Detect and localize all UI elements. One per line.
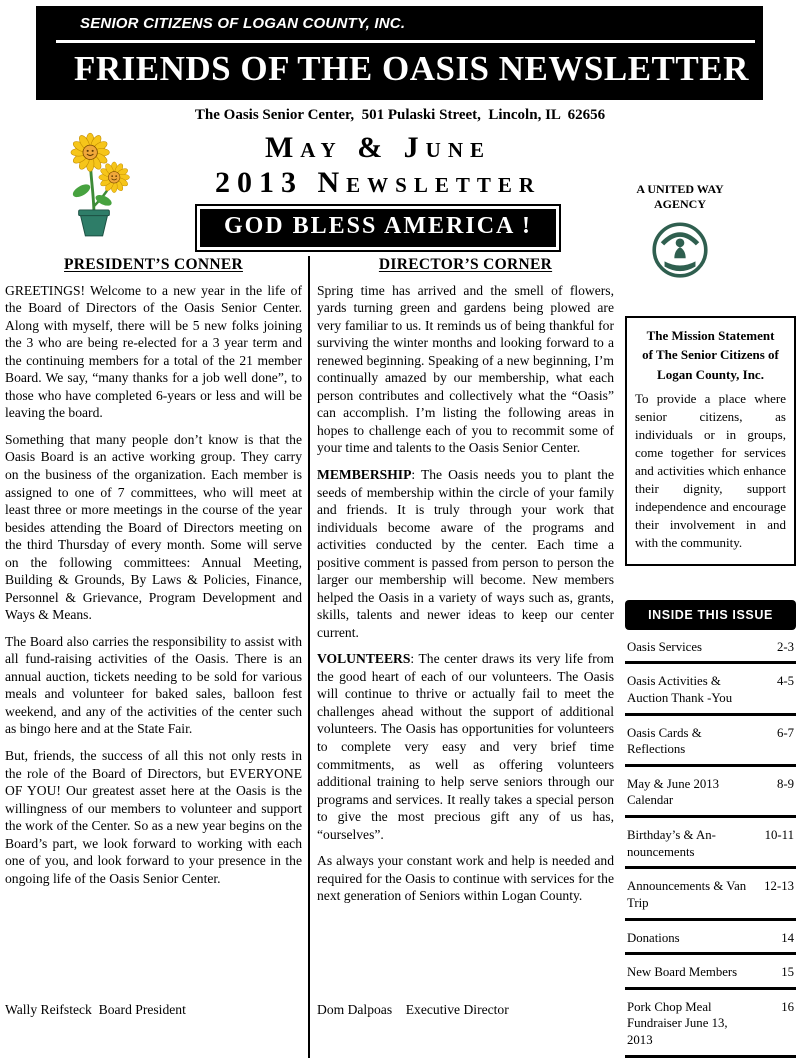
- column-divider: [308, 256, 310, 1058]
- paragraph: GREETINGS! Welcome to a new year in the life of the Board of Directors of the Oasis Senior Center. Along with myself, there will be 5 new folks joining the 3 who are being re-elected for a 3 year term and the continuing members for a total of the 21 member Board. We say, “many thanks for a job well done”, to those who have completed 6-years or less and will be leaving the board.: [5, 282, 302, 421]
- toc-item-pages: 2-3: [776, 639, 794, 654]
- inside-this-issue-header: INSIDE THIS ISSUE: [625, 600, 796, 630]
- united-way-label-line1: A UNITED WAY: [636, 181, 724, 196]
- toc-item-pages: 10-11: [764, 828, 794, 842]
- toc-row: [625, 630, 796, 665]
- paragraph: Spring time has arrived and the smell of flowers, yards turning green and gardens being plowed are very familiar to us. It reminds us of being thankful for surviving the winter months and looking forward to a renewed beginning. Speaking of a new beginning, I’m continually amazed by our membership, what each person contributes and collectively what the “Oasis” can accomplish. I’m listing the following areas in hopes to challenge each of you to recommit some of your time and talents to the Oasis Senior Center.: [317, 282, 614, 456]
- masthead: [36, 6, 763, 100]
- toc-item-label: Announcements & Van Trip: [627, 879, 747, 910]
- director-column: [316, 252, 615, 1058]
- toc-row: [625, 818, 796, 869]
- paragraph: MEMBERSHIP: The Oasis needs you to plant the seeds of membership within the circle of your family and friends. It is truly through your work that individuals become aware of the programs and activities conducted by the center. Each time a positive comment is passed from person to person the larger our membership will become. New members helped the Oasis in a variety of ways such as, grants, skills, talents and newer ideas to keep our center current.: [317, 467, 614, 640]
- inside-this-issue: [625, 600, 796, 1058]
- paragraph: The Board also carries the responsibility to assist with all fund-raising activities of the Oasis. There is an annual auction, tickets needing to be sold for various meals and volunteer for baked sales, balloon fest weekend, and any of the activities of the center such as bingo here and at the State Fair.: [5, 633, 302, 737]
- toc-row: [625, 716, 796, 767]
- united-way-label-line2: AGENCY: [653, 197, 706, 212]
- paragraph: Something that many people don’t know is that the Oasis Board is an active working group. They carry on the business of the organization. Each member is assigned to one of 7 committees, who will meet at least three or more meetings in the course of the year besides attending the Board of Directors meeting on the third Thursday of every month. Some will serve on the following committees: Annual Meeting, Building & Grounds, By Laws & Policies, Finance, Personnel & Grievance, Program Development and Ways & Means.: [5, 431, 302, 623]
- god-bless-text: GOD BLESS AMERICA !: [223, 213, 533, 240]
- toc-row: [625, 990, 796, 1058]
- toc-row: [625, 921, 796, 956]
- toc-item-label: Birthday’s & An-nouncements: [627, 828, 716, 859]
- president-heading: PRESIDENT’S CONNER: [64, 255, 243, 273]
- mission-title-line: of The Senior Citizens of: [642, 347, 779, 363]
- org-name: SENIOR CITIZENS OF LOGAN COUNTY, INC.: [80, 15, 406, 32]
- director-heading: DIRECTOR’S CORNER: [378, 255, 553, 273]
- toc-item-label: Oasis Services: [627, 639, 702, 654]
- content-columns: [5, 252, 796, 1058]
- mission-title: [635, 326, 786, 385]
- inside-this-issue-rows: [625, 630, 796, 1058]
- president-body: [5, 282, 302, 897]
- toc-item-label: Pork Chop Meal Fundraiser June 13, 2013: [627, 999, 728, 1047]
- sunflower-image: [46, 126, 142, 247]
- toc-item-pages: 12-13: [764, 879, 794, 894]
- toc-row: [625, 955, 796, 990]
- toc-item-label: Oasis Activities & Auction Thank -You: [627, 674, 733, 705]
- toc-item-label: New Board Members: [627, 965, 738, 980]
- god-bless-banner: [197, 206, 559, 250]
- toc-row: [625, 664, 796, 715]
- toc-item-label: Oasis Cards & Reflections: [627, 725, 702, 757]
- director-body: [317, 282, 614, 914]
- issue-band: [0, 126, 800, 248]
- toc-row: [625, 869, 796, 920]
- mission-body: To provide a place where senior citizens, as individuals or in groups, come together for services and activities which enhance their dignity, support independence and encourage their involvement in and with the community.: [635, 391, 786, 550]
- toc-item-pages: 6-7: [776, 725, 794, 740]
- mission-statement-box: [625, 316, 796, 566]
- paragraph: But, friends, the success of all this not only rests in the role of the Board of Directors, but EVERYONE OF YOU! Our greatest asset here at the Oasis is the willingness of our members to volunteer and support the work of the Center. So as a new year begins on the Board’s part, we look forward to working with each one of you, and look forward to your presence in the ongoing life of the Oasis Senior Center.: [5, 747, 302, 886]
- paragraph: As always your constant work and help is needed and required for the Oasis to continue with services for the next generation of Seniors within Logan County.: [317, 853, 614, 904]
- right-sidebar: [615, 252, 796, 1058]
- president-column: [5, 252, 302, 1058]
- president-signature: Wally Reifsteck Board President: [5, 1001, 186, 1017]
- address-line: The Oasis Senior Center, 501 Pulaski Street, Lincoln, IL 62656: [194, 106, 606, 123]
- united-way-block: [610, 182, 750, 287]
- toc-item-pages: 8-9: [776, 776, 794, 791]
- toc-item-label: Donations: [627, 930, 680, 945]
- toc-item-pages: 14: [781, 930, 794, 945]
- toc-item-label: May & June 2013 Calendar: [627, 776, 720, 808]
- newsletter-title: FRIENDS OF THE OASIS NEWSLETTER: [74, 49, 749, 88]
- mission-title-line: Logan County, Inc.: [657, 366, 764, 382]
- united-way-logo-icon: [647, 271, 713, 285]
- issue-year-line: 2013 Newsletter: [214, 166, 542, 200]
- toc-item-pages: 15: [781, 965, 794, 980]
- toc-item-pages: 16: [781, 999, 794, 1014]
- issue-title-block: [168, 130, 588, 251]
- toc-row: [625, 767, 796, 818]
- director-signature: Dom Dalpoas Executive Director: [317, 1001, 509, 1017]
- issue-month-line: May & June: [264, 130, 492, 164]
- mission-title-line: The Mission Statement: [646, 327, 775, 343]
- toc-item-pages: 4-5: [776, 674, 794, 689]
- paragraph: VOLUNTEERS: The center draws its very life from the good heart of each of our volunteers. The Oasis will continue to thrive or actually fail to meet the challenges ahead without the support of additional volunteers. The Oasis has opportunities for volunteers to complete very easy and very brief time commitments, as well as offering volunteers additional training to help serve seniors through our programs and services. It really takes a special person to give the most precious gift any of us has, “ourselves”.: [317, 651, 614, 842]
